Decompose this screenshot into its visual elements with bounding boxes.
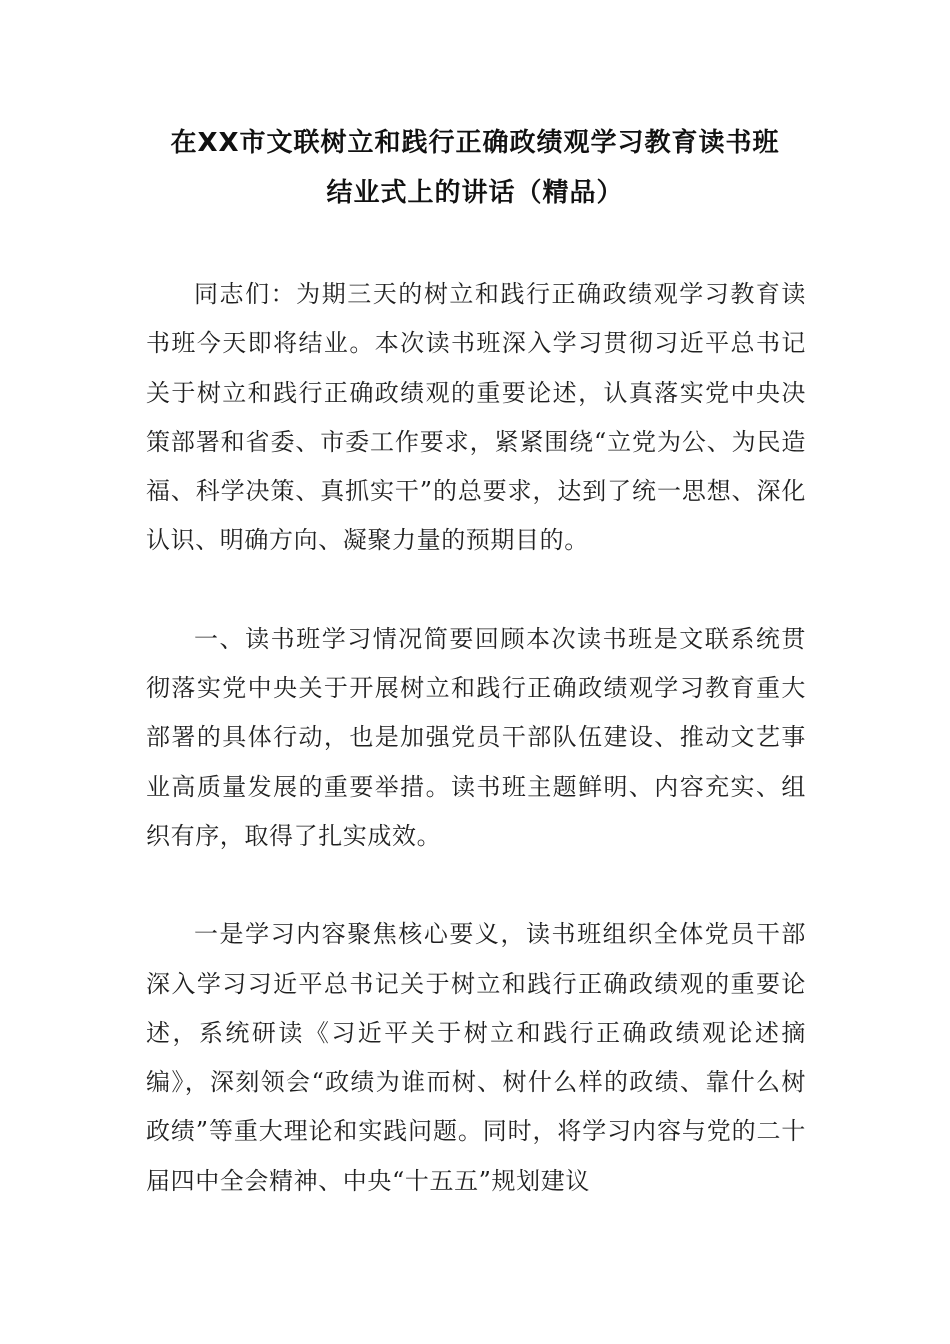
document-body [146, 270, 806, 1255]
document-title [130, 118, 820, 218]
title-line-1: 在XX市文联树立和践行正确政绩观学习教育读书班 [170, 128, 780, 158]
paragraph-section-one: 一、读书班学习情况简要回顾本次读书班是文联系统贯彻落实党中央关于开展树立和践行正确政绩观学习教育重大部署的具体行动，也是加强党员干部队伍建设、推动文艺事业高质量发展的重要举措。读书班主题鲜明、内容充实、组织有序，取得了扎实成效。 [146, 624, 806, 850]
paragraph-greeting: 同志们：为期三天的树立和践行正确政绩观学习教育读书班今天即将结业。本次读书班深入学习贯彻习近平总书记关于树立和践行正确政绩观的重要论述，认真落实党中央决策部署和省委、市委工作要求，紧紧围绕“立党为公、为民造福、科学决策、真抓实干”的总要求，达到了统一思想、深化认识、明确方向、凝聚力量的预期目的。 [146, 280, 806, 555]
paragraph-point-one: 一是学习内容聚焦核心要义，读书班组织全体党员干部深入学习习近平总书记关于树立和践行正确政绩观的重要论述，系统研读《习近平关于树立和践行正确政绩观论述摘编》，深刻领会“政绩为谁而树、树什么样的政绩、靠什么树政绩”等重大理论和实践问题。同时，将学习内容与党的二十届四中全会精神、中央“十五五”规划建议 [146, 920, 806, 1195]
title-line-2: 结业式上的讲话（精品） [326, 178, 624, 208]
